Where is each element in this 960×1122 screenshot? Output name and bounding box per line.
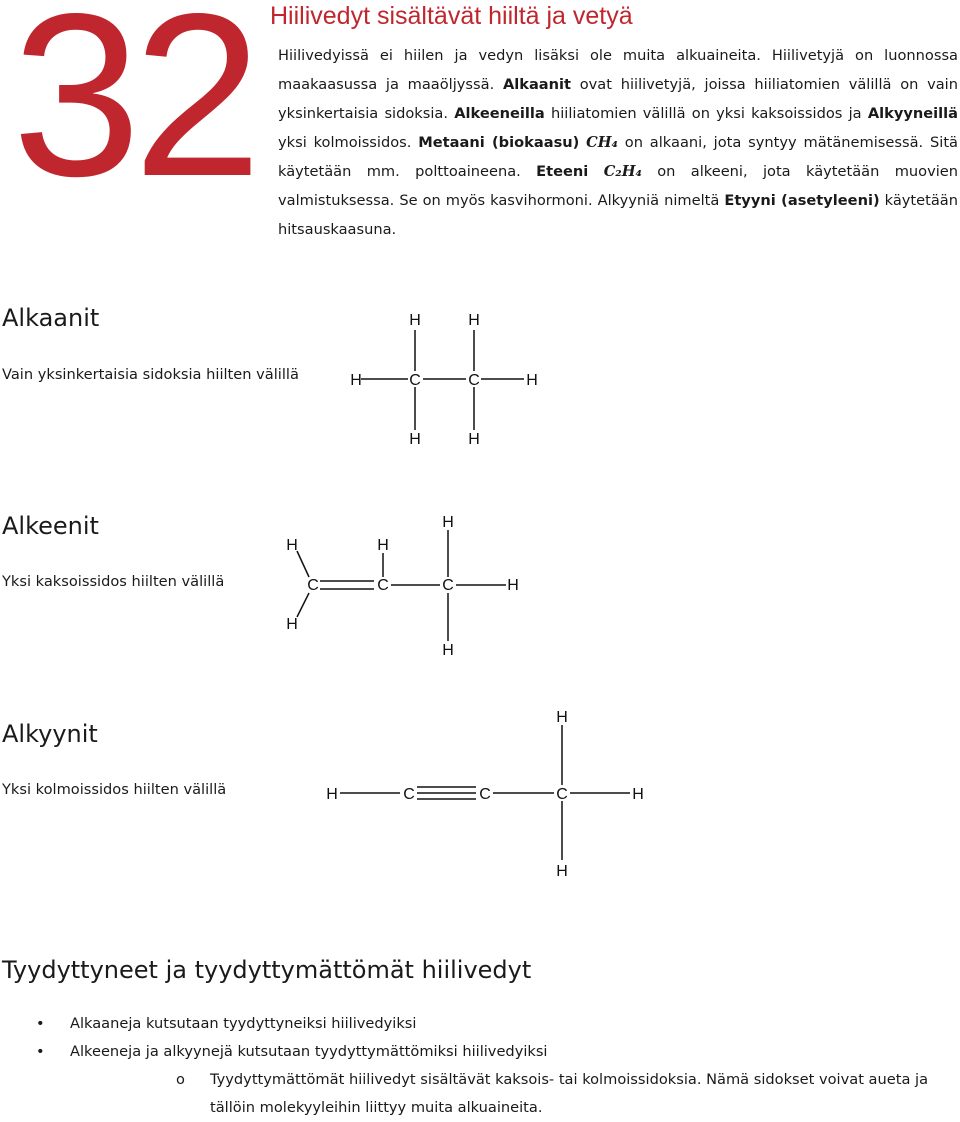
atom-label: C — [468, 372, 480, 389]
atom-label: H — [468, 431, 480, 448]
atom-label: H — [632, 786, 644, 803]
ethene-formula — [286, 514, 519, 659]
atom-label: H — [556, 709, 568, 726]
section-title-alkenes: Alkeenit — [2, 512, 99, 540]
circle-bullet-icon: o — [176, 1071, 185, 1088]
section-title-alkanes: Alkaanit — [2, 304, 100, 332]
atom-label: H — [442, 642, 454, 659]
bullet-icon: • — [36, 1043, 45, 1060]
sub-list-item: o Tyydyttymättömät hiilivedyt sisältävät kaksois- tai kolmoissidoksia. Nämä sidokset voivat aueta ja tällöin molekyyleihin liittyy muita alkuaineita. — [70, 1066, 958, 1122]
propyne-formula — [326, 709, 644, 880]
saturation-heading: Tyydyttyneet ja tyydyttymättömät hiilivedyt — [2, 956, 532, 984]
section-desc-alkenes: Yksi kaksoissidos hiilten välillä — [2, 573, 225, 590]
atom-label: H — [286, 616, 298, 633]
chapter-number: 32 — [12, 0, 255, 225]
atom-label: C — [403, 786, 415, 803]
section-desc-alkynes: Yksi kolmoissidos hiilten välillä — [2, 781, 227, 798]
ethane-formula — [350, 312, 538, 448]
atom-label: C — [556, 786, 568, 803]
atom-label: C — [409, 372, 421, 389]
bullet-icon: • — [36, 1015, 45, 1032]
atom-label: H — [377, 537, 389, 554]
atom-label: H — [286, 537, 298, 554]
atom-label: H — [507, 577, 519, 594]
atom-label: H — [526, 372, 538, 389]
atom-label: H — [350, 372, 362, 389]
list-item: • Alkaaneja kutsutaan tyydyttyneiksi hiilivedyiksi — [0, 1010, 958, 1038]
atom-label: H — [326, 786, 338, 803]
section-title-alkynes: Alkyynit — [2, 720, 98, 748]
atom-label: H — [409, 312, 421, 329]
atom-label: H — [468, 312, 480, 329]
atom-label: H — [409, 431, 421, 448]
atom-label: C — [442, 577, 454, 594]
atom-label: C — [377, 577, 389, 594]
atom-label: C — [479, 786, 491, 803]
atom-label: H — [442, 514, 454, 531]
atom-label: H — [556, 863, 568, 880]
page-title: Hiilivedyt sisältävät hiiltä ja vetyä — [270, 2, 633, 30]
intro-paragraph: Hiilivedyissä ei hiilen ja vedyn lisäksi ole muita alkuaineita. Hiilivetyjä on luonnossa maakaasussa ja maaöljyssä. Alkaanit ovat hiilivetyjä, joissa hiiliatomien välillä on vain yksinkertaisia sidoksia. Alkeeneilla hiiliatomien välillä on yksi kaksoissidos ja Alkyyneillä yksi kolmoissidos. Metaani (biokaasu) CH₄ on alkaani, jota syntyy mätänemisessä. Sitä käytetään mm. polttoaineena. Eteeni C₂H₄ on alkeeni, jota käytetään muovien valmistuksessa. Se on myös kasvihormoni. Alkyyniä nimeltä Etyyni (asetyleeni) käytetään hitsauskaasuna. — [278, 47, 959, 238]
bullet-list — [0, 1010, 958, 1122]
section-desc-alkanes: Vain yksinkertaisia sidoksia hiilten välillä — [2, 366, 299, 383]
atom-label: C — [307, 577, 319, 594]
list-item: • Alkeeneja ja alkyynejä kutsutaan tyydyttymättömiksi hiilivedyiksi o Tyydyttymättömät hiilivedyt sisältävät kaksois- tai kolmoissidoksia. Nämä sidokset voivat aueta ja tällöin molekyyleihin liittyy muita alkuaineita. — [0, 1038, 958, 1122]
